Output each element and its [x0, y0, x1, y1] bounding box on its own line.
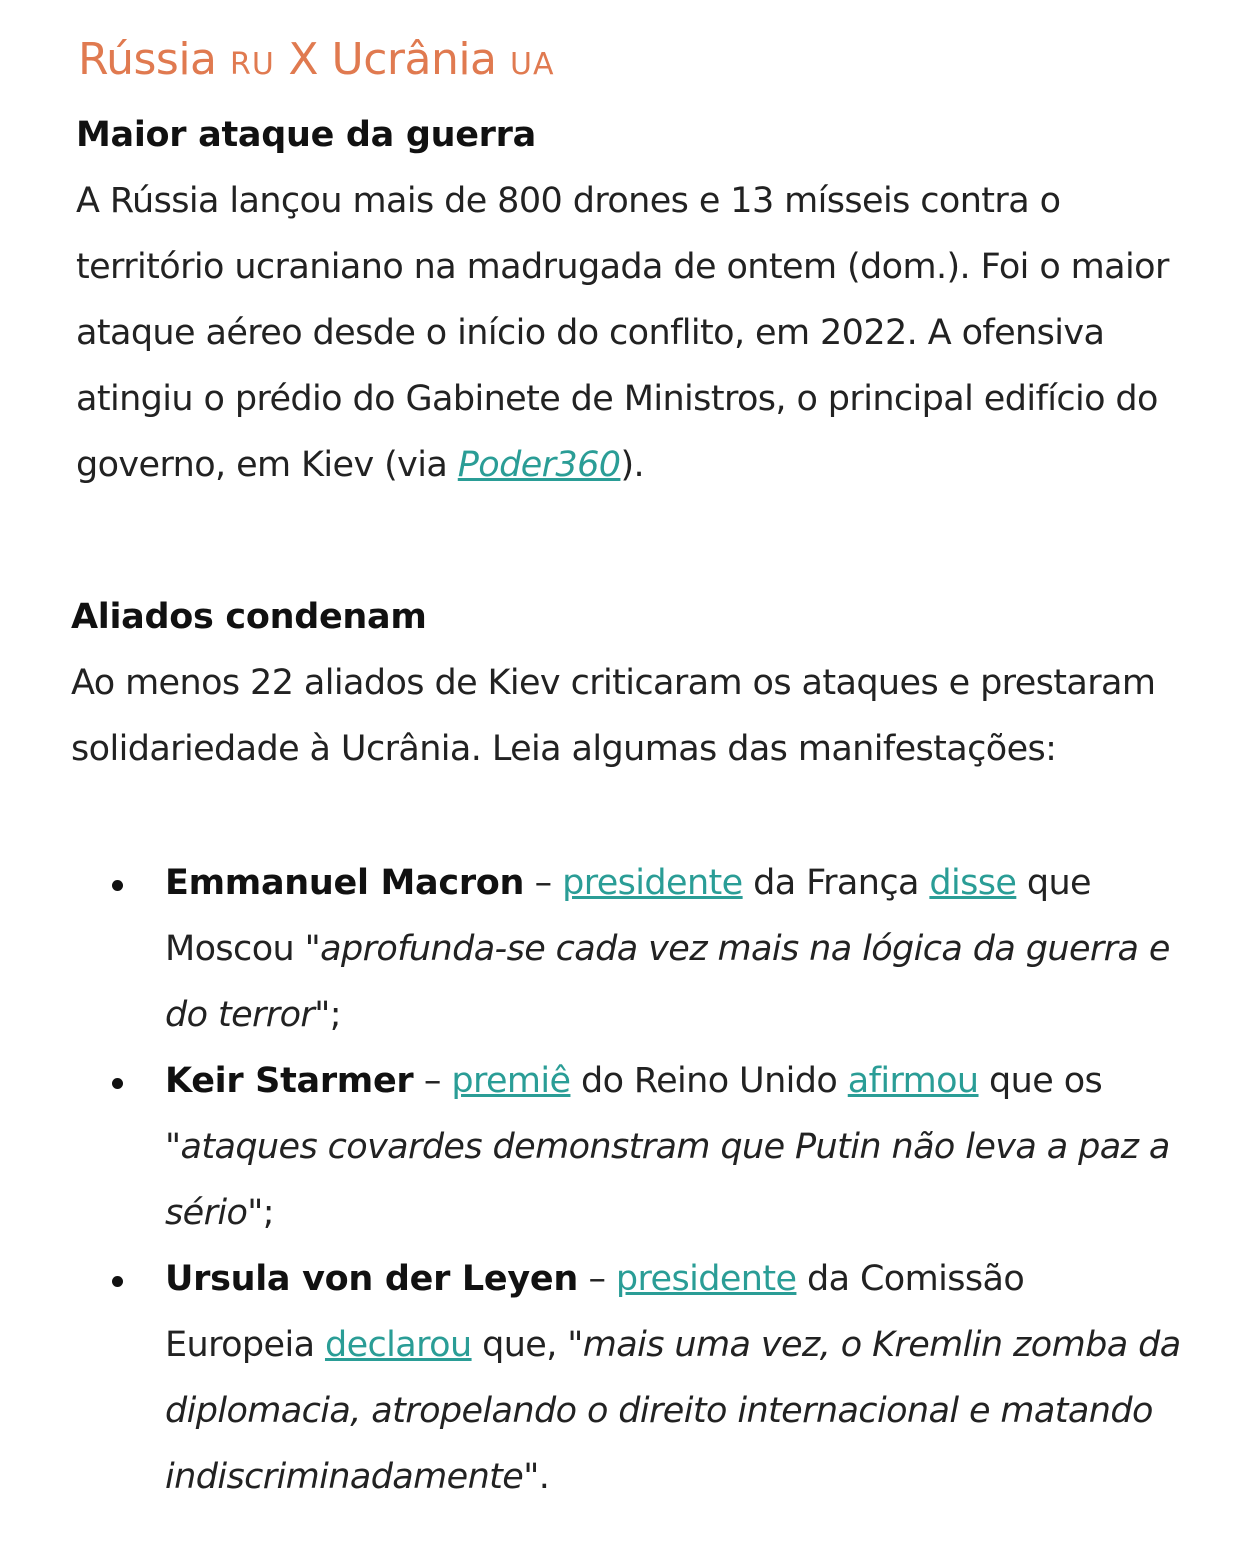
flag-ua-icon: UA	[510, 47, 555, 82]
person-name: Ursula von der Leyen	[165, 1259, 578, 1299]
title-separator: X	[288, 34, 318, 85]
list-item	[112, 1246, 1182, 1510]
reactions-list	[112, 850, 1182, 1510]
source-link-poder360[interactable]: Poder360	[457, 445, 621, 485]
story-major-attack	[76, 112, 1186, 498]
text-fragment: da França	[742, 863, 930, 903]
list-item	[112, 850, 1182, 1048]
story-allies-condemn	[71, 594, 1181, 782]
story-heading: Aliados condenam	[71, 597, 427, 637]
text-fragment: do Reino Unido	[570, 1061, 848, 1101]
story-body	[76, 168, 1186, 498]
person-name: Keir Starmer	[165, 1061, 414, 1101]
text-fragment: da Comissão Europeia	[165, 1259, 1025, 1365]
story-heading: Maior ataque da guerra	[76, 115, 536, 155]
story-body-end: ).	[620, 445, 645, 485]
bullet-icon	[112, 880, 123, 891]
dash: –	[413, 1061, 452, 1101]
bullet-icon	[112, 1276, 123, 1287]
punctuation: .	[538, 1457, 550, 1497]
bullet-icon	[112, 1078, 123, 1089]
statement-link[interactable]: disse	[929, 863, 1017, 903]
punctuation: ;	[262, 1193, 274, 1233]
person-name: Emmanuel Macron	[165, 863, 525, 903]
statement-link[interactable]: declarou	[324, 1325, 472, 1365]
text-fragment: que os	[978, 1061, 1103, 1101]
title-country-b: Ucrânia	[331, 34, 497, 85]
statement-link[interactable]: afirmou	[847, 1061, 979, 1101]
quote: "mais uma vez, o Kremlin zomba da diplomacia, atropelando o direito internacional e matando indiscriminadamente"	[165, 1325, 1181, 1497]
role-link[interactable]: presidente	[615, 1259, 797, 1299]
story-body-text: A Rússia lançou mais de 800 drones e 13 mísseis contra o território ucraniano na madrugada de ontem (dom.). Foi o maior ataque aéreo desde o início do conflito, em 2022. A ofensiva atingiu o prédio do Gabinete de Ministros, o principal edifício do governo, em Kiev (via	[76, 181, 1169, 485]
flag-ru-icon: RU	[230, 47, 275, 82]
dash: –	[577, 1259, 616, 1299]
title-country-a: Rússia	[78, 34, 217, 85]
quote: "aprofunda-se cada vez mais na lógica da guerra e do terror"	[165, 929, 1170, 1035]
role-link[interactable]: presidente	[562, 863, 743, 903]
section-title	[78, 34, 555, 85]
dash: –	[524, 863, 563, 903]
punctuation: ;	[329, 995, 341, 1035]
quote: "ataques covardes demonstram que Putin não leva a paz a sério"	[165, 1127, 1170, 1233]
role-link[interactable]: premiê	[451, 1061, 571, 1101]
list-item	[112, 1048, 1182, 1246]
story-body: Ao menos 22 aliados de Kiev criticaram os ataques e prestaram solidariedade à Ucrânia. Leia algumas das manifestações:	[71, 663, 1156, 769]
text-fragment: que,	[471, 1325, 568, 1365]
text-fragment: que Moscou	[165, 863, 1091, 969]
